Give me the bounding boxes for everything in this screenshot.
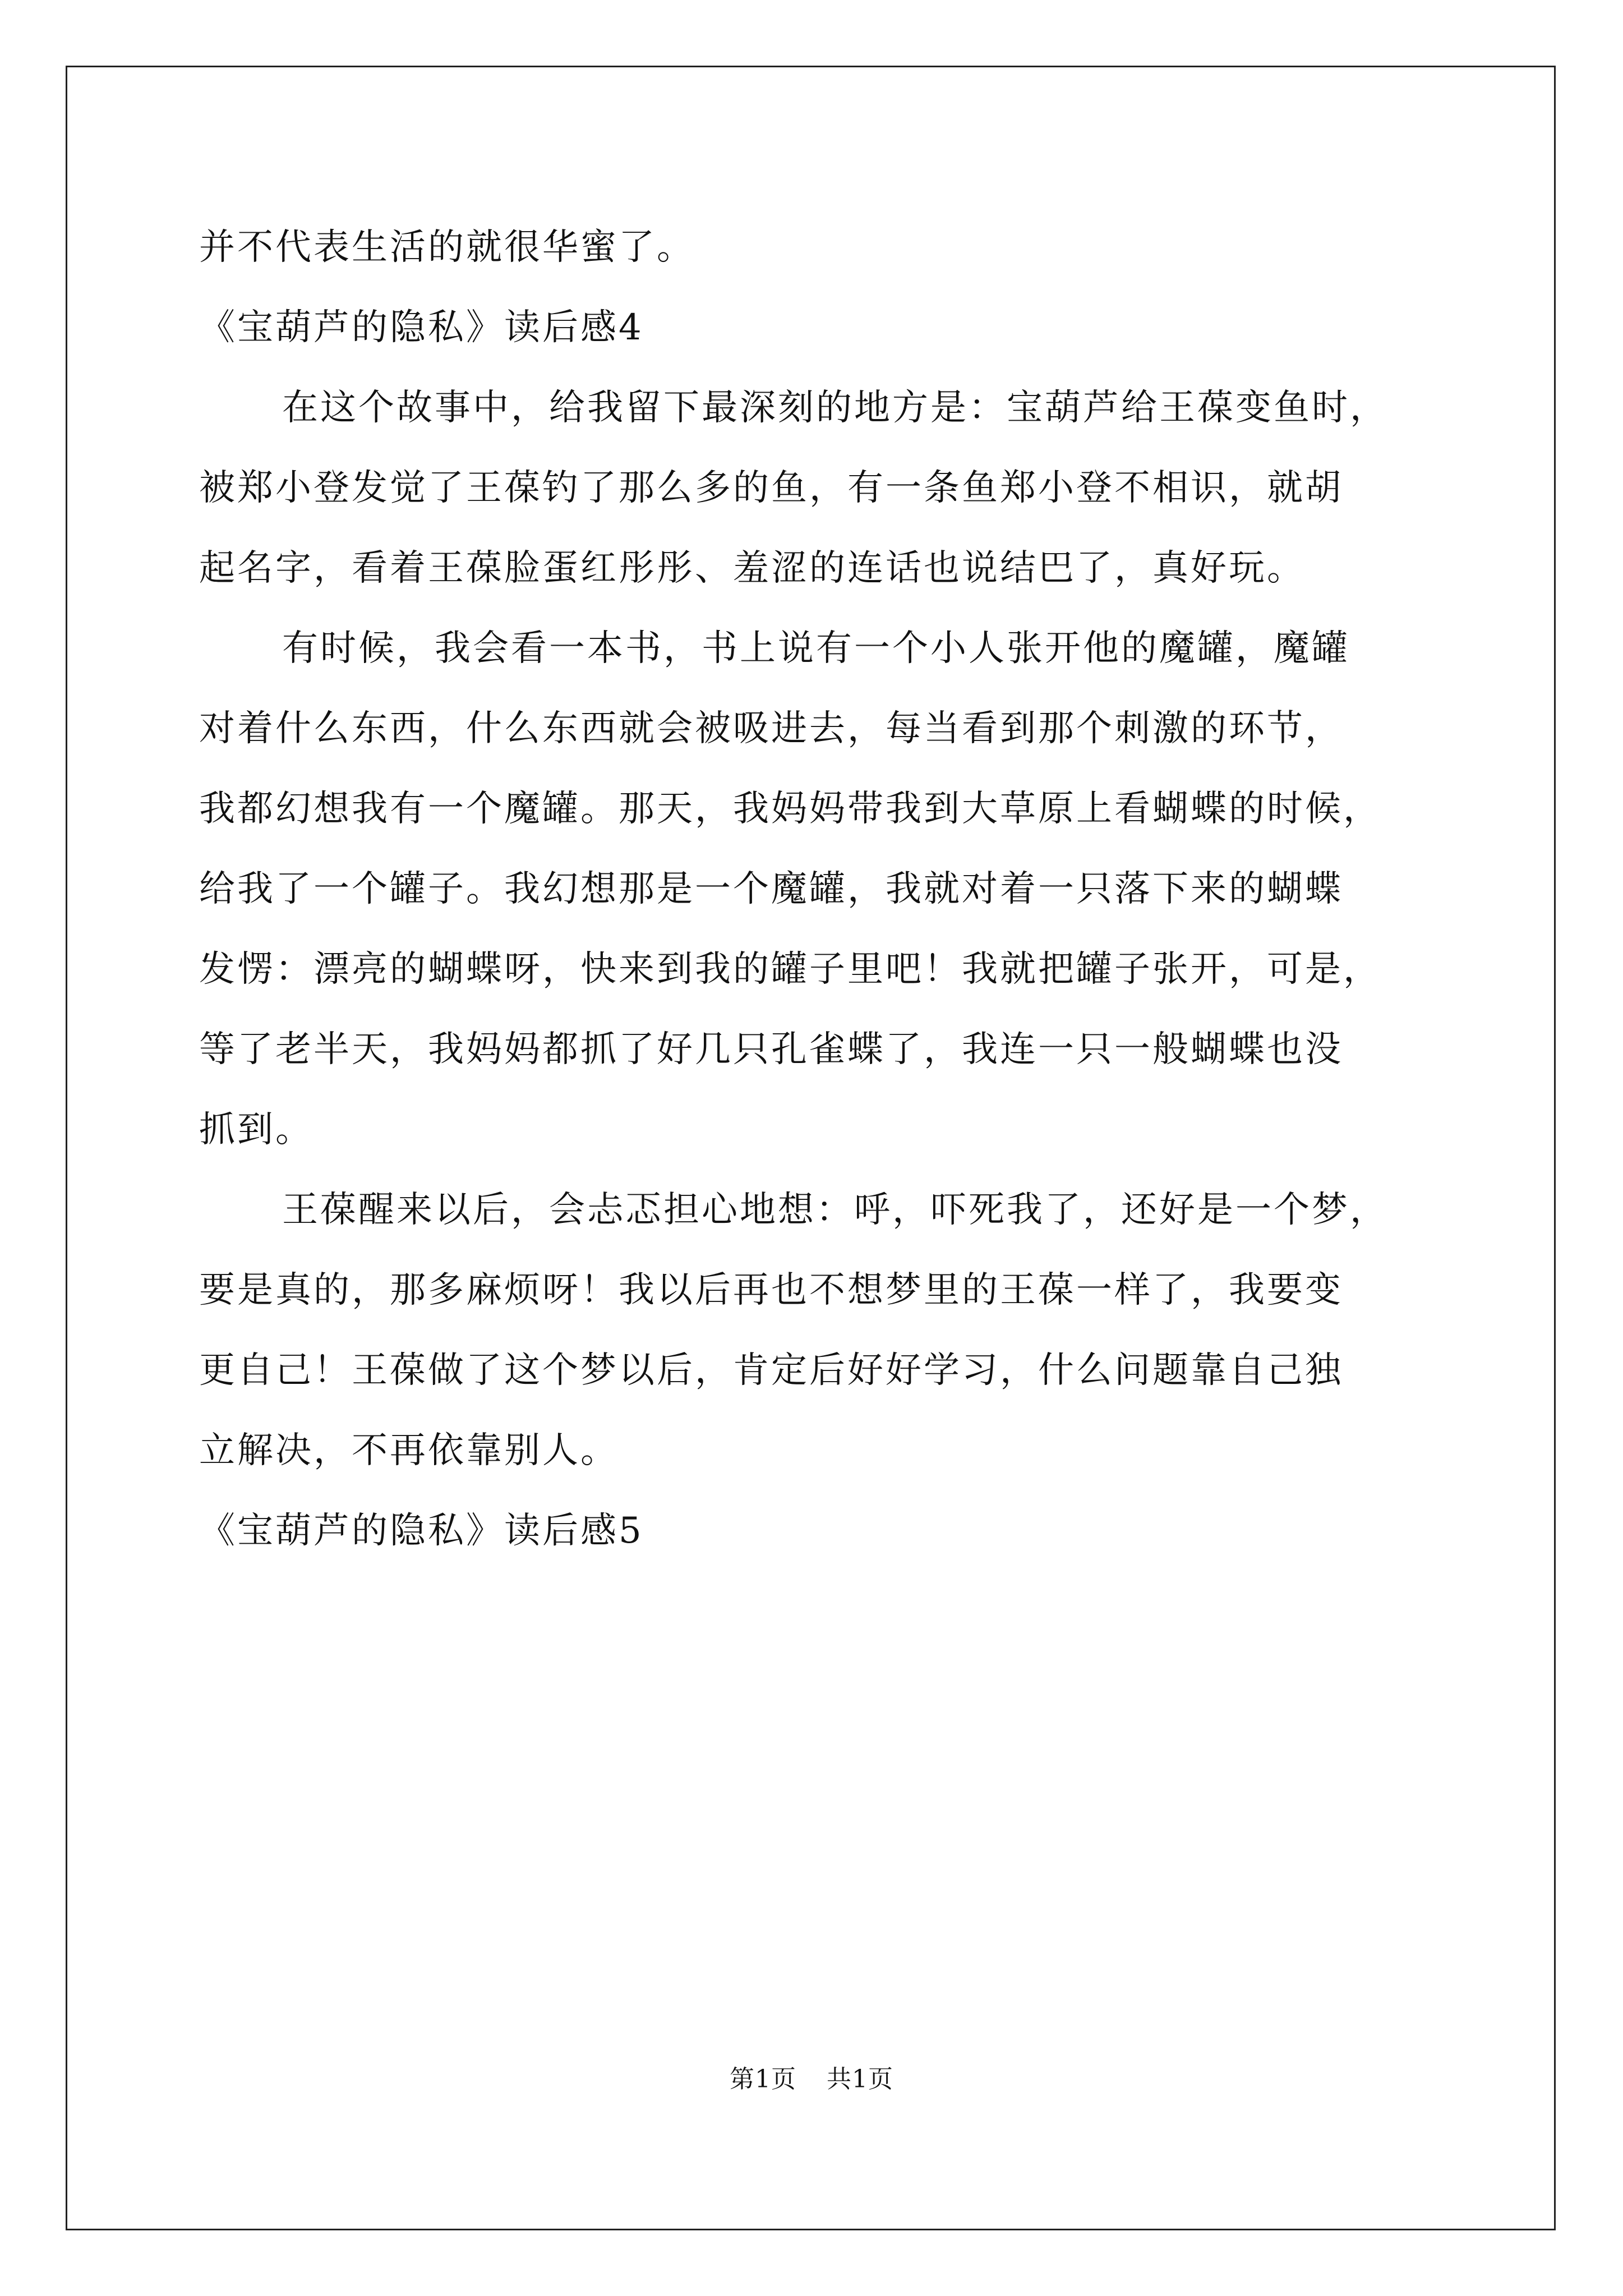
page-total: 共1页 [827, 2065, 893, 2093]
paragraph-line: 等了老半天，我妈妈都抓了好几只孔雀蝶了，我连一只一般蝴蝶也没 [199, 1029, 1343, 1070]
paragraph-line: 起名字，看着王葆脸蛋红彤彤、羞涩的连话也说结巴了，真好玩。 [199, 547, 1305, 589]
paragraph-line: 抓到。 [199, 1109, 313, 1151]
paragraph-line: 在这个故事中，给我留下最深刻的地方是：宝葫芦给王葆变鱼时， [282, 387, 1388, 429]
paragraph-line: 并不代表生活的就很华蜜了。 [199, 227, 695, 268]
section-heading: 《宝葫芦的隐私》读后感4 [199, 307, 644, 348]
paragraph-line: 有时候，我会看一本书，书上说有一个小人张开他的魔罐，魔罐 [282, 628, 1350, 669]
paragraph-line: 我都幻想我有一个魔罐。那天，我妈妈带我到大草原上看蝴蝶的时候， [199, 788, 1381, 830]
paragraph-line: 立解决，不再依靠别人。 [199, 1430, 619, 1471]
page-number: 第1页 [730, 2065, 796, 2093]
document-body [199, 208, 1450, 1571]
section-heading: 《宝葫芦的隐私》读后感5 [199, 1510, 644, 1552]
paragraph-line: 王葆醒来以后，会忐忑担心地想：呼，吓死我了，还好是一个梦， [282, 1189, 1388, 1231]
paragraph-line: 更自己！王葆做了这个梦以后，肯定后好好学习，什么问题靠自己独 [199, 1350, 1343, 1391]
paragraph-line: 发愣：漂亮的蝴蝶呀，快来到我的罐子里吧！我就把罐子张开，可是， [199, 949, 1381, 990]
paragraph-line: 对着什么东西，什么东西就会被吸进去，每当看到那个刺激的环节， [199, 708, 1343, 749]
paragraph-line: 给我了一个罐子。我幻想那是一个魔罐，我就对着一只落下来的蝴蝶 [199, 868, 1343, 910]
page-footer [0, 2059, 1623, 2095]
paragraph-line: 要是真的，那多麻烦呀！我以后再也不想梦里的王葆一样了，我要变 [199, 1269, 1343, 1311]
paragraph-line: 被郑小登发觉了王葆钓了那么多的鱼，有一条鱼郑小登不相识，就胡 [199, 467, 1343, 509]
